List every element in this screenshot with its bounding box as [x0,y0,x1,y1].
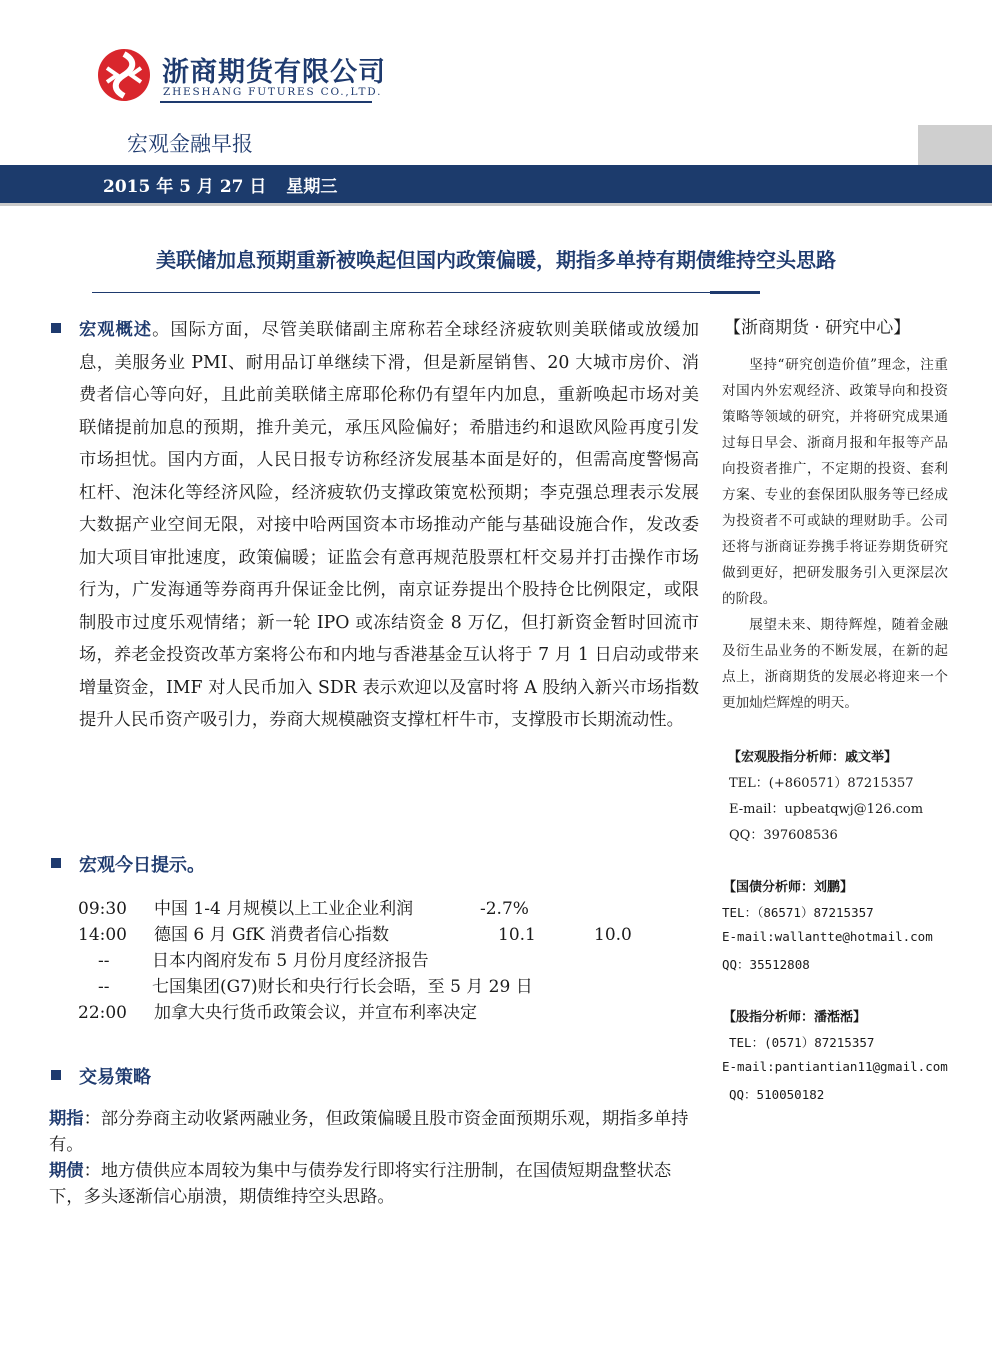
event-desc: 七国集团(G7)财长和央行行长会晤，至 5 月 29 日 [152,977,533,997]
event-time: 22:00 [78,1003,127,1023]
event-desc: 加拿大央行货币政策会议，并宣布利率决定 [154,1003,477,1023]
date-value: 2015 年 5 月 27 日 [103,177,267,197]
event-desc: 德国 6 月 GfK 消费者信心指数 [154,925,390,945]
company-name-en: ZHESHANG FUTURES CO.,LTD. [163,86,383,98]
bullet-square-icon [51,323,61,333]
strategy-item-bond-futures [49,1158,699,1210]
analyst-heading: 【宏观股指分析师：戚文举】 [728,750,898,765]
strategy-item-text: ：部分券商主动收紧两融业务，但政策偏暖且股市资金面预期乐观，期指多单持有。 [49,1109,689,1155]
event-time: 14:00 [78,925,127,945]
logo-divider [160,101,372,103]
company-logo-icon [97,48,151,102]
event-prev: 10.1 [498,925,536,945]
overview-label: 宏观概述 [79,320,153,340]
report-title: 宏观金融早报 [127,132,253,156]
bullet-square-icon [51,858,61,868]
event-next: 10.0 [594,925,632,945]
event-time: 09:30 [78,899,127,919]
strategy-item-index-futures [49,1106,699,1158]
overview-text: 。国际方面，尽管美联储副主席称若全球经济疲软则美联储或放缓加息，美服务业 PMI、耐用品订单继续下滑，但是新屋销售、20 大城市房价、消费者信心等向好，且此前美联储主席耶伦称仍有望年内加息，重新唤起市场对美联储提前加息的预期，推升美元，承压风险偏好；希腊违约和退欧风险再度引发市场担忧。国内方面，人民日报专访称经济发展基本面是好的，但需高度警惕高杠杆、泡沫化等经济风险，经济疲软仍支撑政策宽松预期；李克强总理表示发展大数据产业空间无限，对接中哈两国资本市场推动产能与基础设施合作，发改委加大项目审批速度，政策偏暖；证监会有意再规范股票杠杆交易并打击操作市场行为，广发海通等券商再升保证金比例，南京证券提出个股持仓比例限定，或限制股市过度乐观情绪；新一轮 IPO 或冻结资金 8 万亿，但打新资金暂时回流市场，养老金投资改革方案将公布和内地与香港基金互认将于 7 月 1 日启动或带来增量资金，IMF 对人民币加入 SDR 表示欢迎以及富时将 A 股纳入新兴市场指数提升人民币资产吸引力，券商大规模融资支撑杠杆牛市，支撑股市长期流动性。 [79,320,699,730]
event-time: -- [98,951,110,971]
bullet-square-icon [51,1070,61,1080]
headline: 美联储加息预期重新被唤起但国内政策偏暖，期指多单持有期债维持空头思路 [156,248,836,272]
strategy-item-name: 期指 [49,1109,84,1129]
strategy-label: 交易策略 [79,1067,151,1088]
analyst-qq: QQ：510050182 [729,1087,825,1102]
analyst-heading: 【股指分析师：潘湉湉】 [723,1010,867,1025]
sidebar-title: 【浙商期货 · 研究中心】 [724,318,911,338]
analyst-email[interactable]: E-mail:pantiantian11@gmail.com [722,1059,948,1074]
strategy-item-text: ：地方债供应本周较为集中与债券发行即将实行注册制，在国债短期盘整状态下，多头逐渐信心崩溃，期债维持空头思路。 [49,1161,672,1207]
event-desc: 日本内阁府发布 5 月份月度经济报告 [152,951,429,971]
analyst-qq: QQ：35512808 [722,957,810,972]
analyst-heading: 【国债分析师：刘鹏】 [723,880,854,895]
overview-paragraph [79,314,699,737]
event-prev: -2.7% [480,899,529,919]
headline-divider [92,292,712,293]
corner-tab [918,125,992,165]
analyst-tel: TEL：(0571）87215357 [729,1035,875,1050]
event-time: -- [98,977,110,997]
analyst-email[interactable]: E-mail:wallantte@hotmail.com [722,929,933,944]
today-label: 宏观今日提示。 [79,855,205,876]
strategy-item-name: 期债 [49,1161,84,1181]
analyst-qq: QQ：397608536 [729,828,838,843]
headline-divider-accent [710,291,760,294]
event-desc: 中国 1-4 月规模以上工业企业利润 [154,899,414,919]
company-name-cn: 浙商期货有限公司 [162,57,386,88]
report-date [103,172,357,197]
weekday-value: 星期三 [286,177,338,197]
sidebar-outlook: 展望未来、期待辉煌，随着金融及衍生品业务的不断发展，在新的起点上，浙商期货的发展必将迎来一个更加灿烂辉煌的明天。 [722,617,948,711]
sidebar-intro: 坚持“研究创造价值”理念，注重对国内外宏观经济、政策导向和投资策略等领域的研究，并将研究成果通过每日早会、浙商月报和年报等产品向投资者推广，不定期的投资、套利方案、专业的套保团队服务等已经成为投资者不可或缺的理财助手。公司还将与浙商证券携手将证券期货研究做到更好，把研发服务引入更深层次的阶段。 [722,357,948,607]
analyst-email[interactable]: E-mail：upbeatqwj@126.com [729,802,924,817]
analyst-tel: TEL：(+860571）87215357 [729,776,914,791]
analyst-tel: TEL：（86571）87215357 [722,905,874,920]
